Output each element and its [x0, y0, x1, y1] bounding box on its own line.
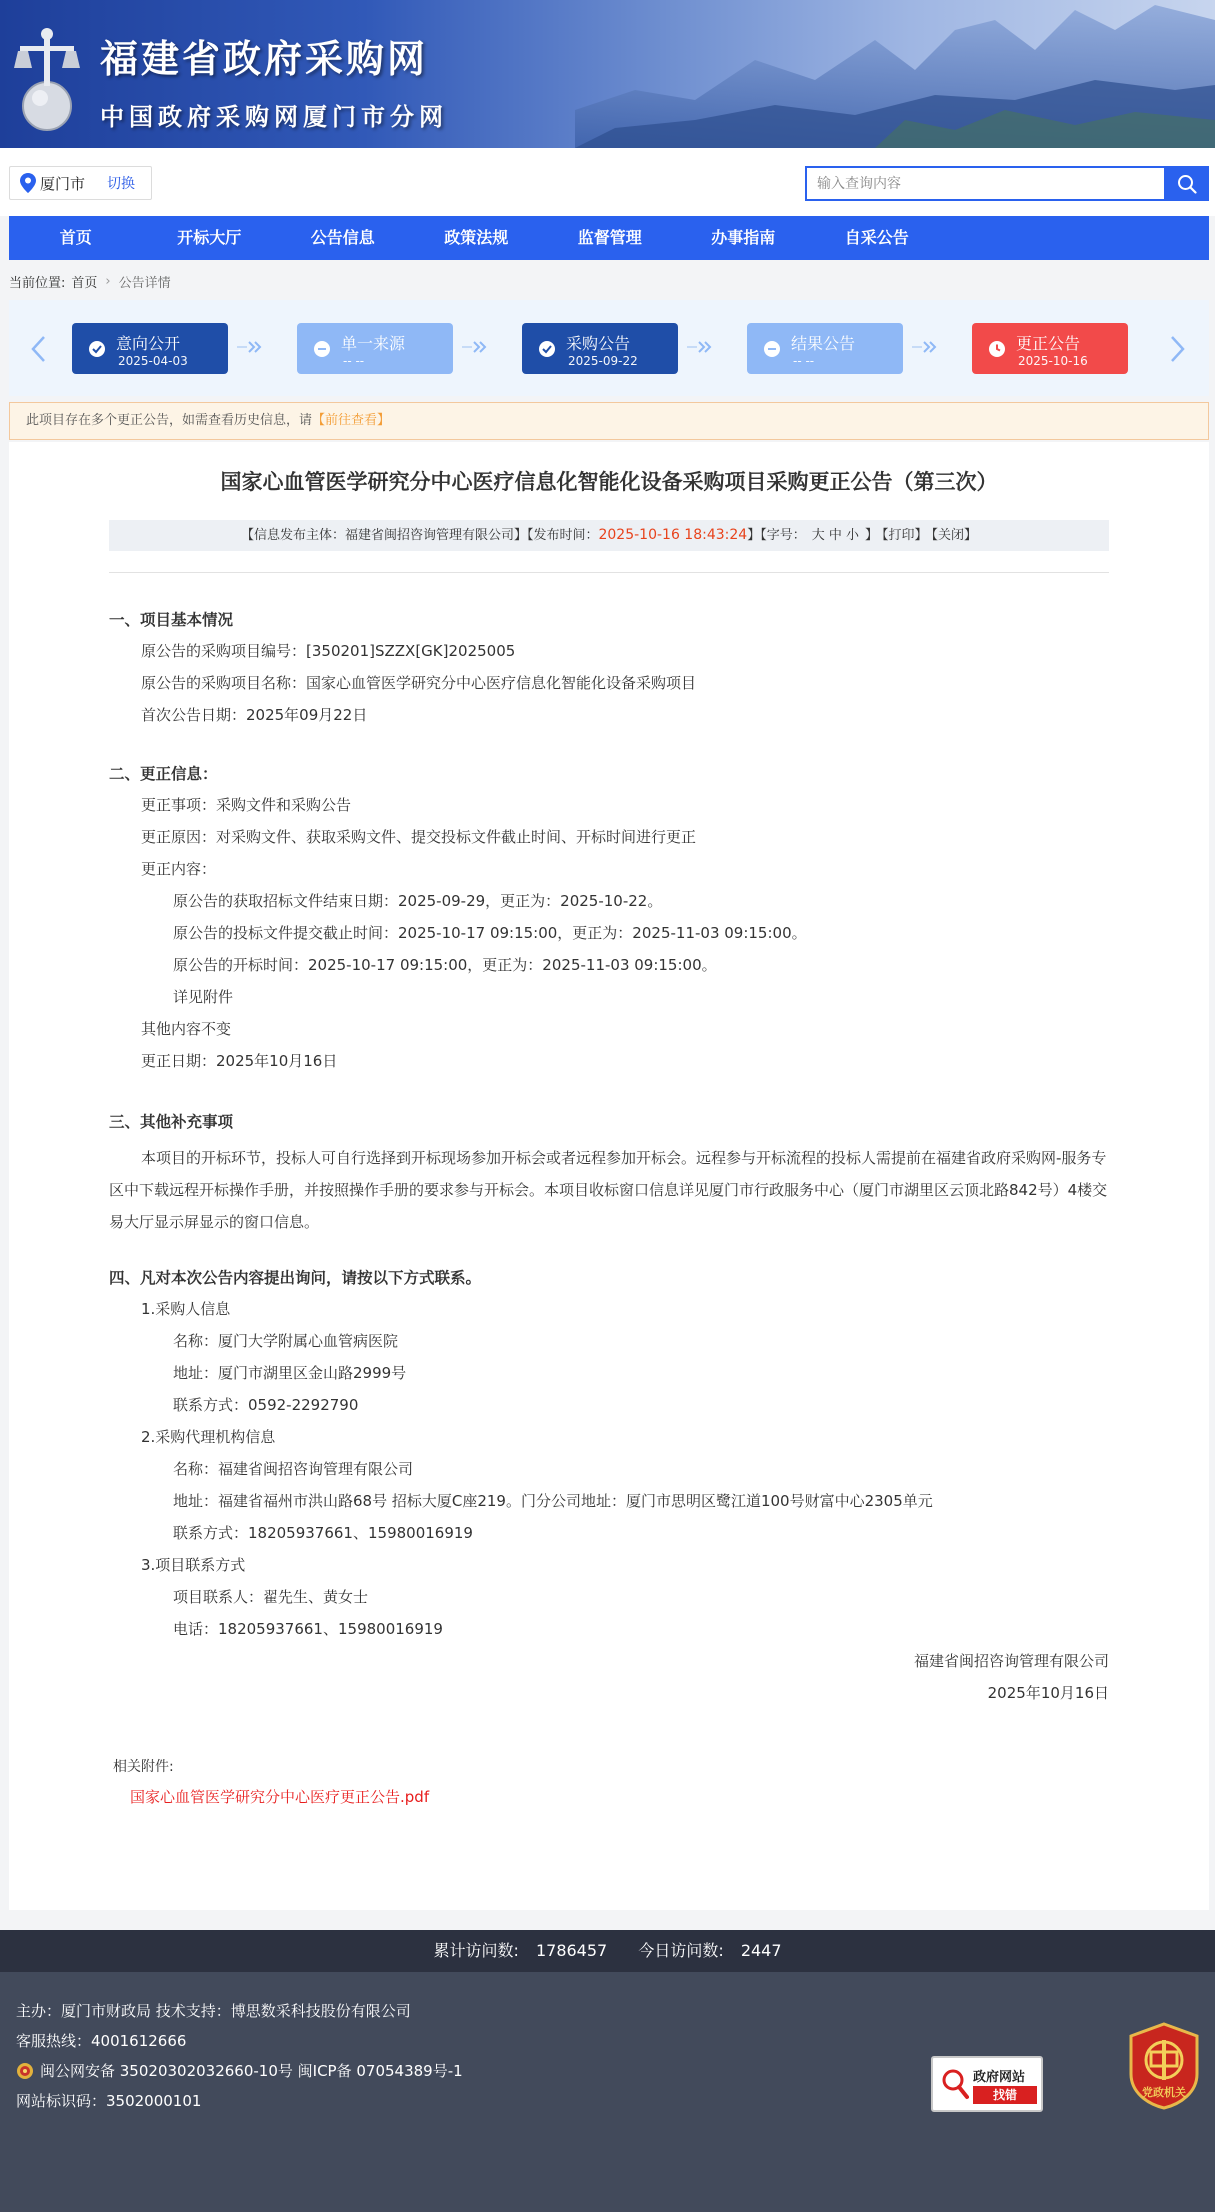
- breadcrumb-current: 公告详情: [118, 276, 171, 291]
- text-line: 更正原因：对采购文件、获取采购文件、提交投标文件截止时间、开标时间进行更正: [141, 828, 697, 846]
- search-icon: [1177, 174, 1197, 194]
- text-line: 地址：福建省福州市洪山路68号 招标大厦C座219。门分公司地址：厦门市思明区鹭江道100号财富中心2305单元: [173, 1492, 933, 1510]
- check-circle-icon: [88, 340, 106, 358]
- site-title: 福建省政府采购网: [100, 36, 429, 81]
- text-line: 名称：厦门大学附属心血管病医院: [173, 1332, 399, 1350]
- contact-group-title: 2.采购代理机构信息: [141, 1428, 276, 1446]
- history-notice: [9, 402, 1209, 440]
- search-button[interactable]: [1164, 166, 1209, 201]
- step-procurement[interactable]: [522, 323, 678, 374]
- party-government-emblem-icon[interactable]: [1127, 2022, 1201, 2110]
- step-label: 意向公开: [116, 334, 181, 353]
- meta-font-label: 【字号：: [760, 528, 806, 543]
- step-date: 2025-09-22: [568, 354, 638, 368]
- text-line: 更正日期：2025年10月16日: [141, 1052, 338, 1070]
- footer: [0, 1972, 1215, 2212]
- breadcrumb-prefix: 当前位置:: [9, 276, 66, 291]
- close-link[interactable]: 【关闭】: [931, 528, 978, 543]
- footer-hotline: 客服热线：4001612666: [16, 2032, 187, 2050]
- text-line: 更正事项：采购文件和采购公告: [141, 796, 352, 814]
- minus-circle-icon: [313, 340, 331, 358]
- step-result[interactable]: [747, 323, 903, 374]
- scales-logo-icon: [12, 24, 82, 132]
- view-history-link[interactable]: 【前往查看】: [312, 413, 391, 428]
- text-line: 原公告的采购项目名称：国家心血管医学研究分中心医疗信息化智能化设备采购项目: [141, 674, 697, 692]
- nav-announcements[interactable]: 公告信息: [310, 228, 375, 247]
- meta-time: 2025-10-16 18:43:24: [598, 527, 748, 543]
- badge-top-text: 政府网站: [973, 2070, 1026, 2085]
- section-heading: 一、项目基本情况: [109, 610, 234, 629]
- record-text[interactable]: 闽公网安备 35020302032660-10号 闽ICP备 07054389号-1: [40, 2062, 463, 2080]
- text-line: 地址：厦门市湖里区金山路2999号: [173, 1364, 407, 1382]
- double-chevron-icon: [912, 340, 940, 354]
- text-line: 原公告的采购项目编号：[350201]SZZX[GK]2025005: [141, 642, 516, 660]
- mountain-background: [575, 0, 1215, 148]
- step-date: -- --: [793, 354, 815, 368]
- meta-publisher: 【信息发布主体：福建省闽招咨询管理有限公司】: [240, 528, 527, 543]
- main-nav: [9, 216, 1209, 260]
- step-label: 结果公告: [791, 334, 856, 353]
- section-heading: 三、其他补充事项: [109, 1112, 234, 1131]
- text-line: 项目联系人：翟先生、黄女士: [173, 1588, 369, 1606]
- signature-org: 福建省闽招咨询管理有限公司: [913, 1652, 1109, 1670]
- meta-time-label: 【发布时间：: [526, 528, 599, 543]
- text-line: 详见附件: [173, 988, 234, 1006]
- city-name: 厦门市: [40, 174, 86, 193]
- nav-supervision[interactable]: 监督管理: [577, 228, 642, 247]
- city-switch-link[interactable]: 切换: [107, 176, 136, 192]
- today-visits-label: 今日访问数:: [638, 1941, 724, 1960]
- magnifier-icon: [941, 2068, 969, 2100]
- step-intent[interactable]: [72, 323, 228, 374]
- breadcrumb: [9, 272, 171, 291]
- header-banner: [0, 0, 1215, 148]
- text-line: 联系方式：18205937661、15980016919: [173, 1524, 473, 1542]
- step-date: -- --: [343, 354, 365, 368]
- attachment-label: 相关附件:: [113, 1759, 174, 1775]
- notice-text: 此项目存在多个更正公告，如需查看历史信息，请: [26, 413, 313, 428]
- footer-record: [16, 2060, 463, 2081]
- search-box: [805, 166, 1209, 201]
- section-heading: 四、凡对本次公告内容提出询问，请按以下方式联系。: [109, 1268, 482, 1287]
- site-subtitle: 中国政府采购网厦门市分网: [100, 103, 448, 131]
- minus-circle-icon: [763, 340, 781, 358]
- meta-font-end: 】: [864, 528, 878, 543]
- gov-error-report-badge[interactable]: [931, 2056, 1043, 2112]
- party-label: 党政机关: [1142, 2086, 1186, 2099]
- text-line: 原公告的获取招标文件结束日期：2025-09-29，更正为：2025-10-22。: [173, 892, 663, 910]
- double-chevron-icon: [462, 340, 490, 354]
- signature-date: 2025年10月16日: [987, 1684, 1109, 1702]
- text-line: 原公告的投标文件提交截止时间：2025-10-17 09:15:00，更正为：2025-11-03 09:15:00。: [173, 924, 807, 942]
- text-line: 联系方式：0592-2292790: [173, 1396, 359, 1414]
- text-line: 名称：福建省闽招咨询管理有限公司: [173, 1460, 414, 1478]
- text-line: 首次公告日期：2025年09月22日: [141, 706, 368, 724]
- check-circle-icon: [538, 340, 556, 358]
- announcement-card: [9, 442, 1209, 1910]
- contact-group-title: 3.项目联系方式: [141, 1556, 246, 1574]
- total-visits-label: 累计访问数:: [433, 1941, 519, 1960]
- chevron-right-icon: ›: [105, 274, 111, 289]
- double-chevron-icon: [237, 340, 265, 354]
- city-selector: [9, 166, 152, 200]
- attachment-link[interactable]: 国家心血管医学研究分中心医疗更正公告.pdf: [130, 1788, 430, 1806]
- clock-icon: [988, 340, 1006, 358]
- text-line: 更正内容：: [141, 860, 217, 878]
- text-line: 原公告的开标时间：2025-10-17 09:15:00，更正为：2025-11-03 09:15:00。: [173, 956, 717, 974]
- step-single-source[interactable]: [297, 323, 453, 374]
- nav-guide[interactable]: 办事指南: [711, 228, 776, 247]
- step-date: 2025-10-16: [1018, 354, 1088, 368]
- announcement-meta: [109, 520, 1109, 551]
- today-visits: 2447: [740, 1941, 782, 1960]
- print-link[interactable]: 【打印】: [882, 528, 928, 543]
- location-pin-icon: [20, 173, 36, 193]
- divider: [109, 572, 1109, 573]
- breadcrumb-home[interactable]: 首页: [71, 276, 98, 291]
- contact-group-title: 1.采购人信息: [141, 1300, 231, 1318]
- step-correction[interactable]: [972, 323, 1128, 374]
- step-label: 更正公告: [1016, 334, 1081, 353]
- font-size-options[interactable]: 大 中 小: [811, 528, 859, 543]
- search-input[interactable]: [805, 166, 1164, 201]
- footer-site-id: 网站标识码：3502000101: [16, 2092, 202, 2110]
- chevron-right-icon[interactable]: [1167, 334, 1187, 364]
- text-line: 电话：18205937661、15980016919: [173, 1620, 443, 1638]
- footer-host: 主办：厦门市财政局 技术支持：博思数采科技股份有限公司: [16, 2002, 411, 2020]
- visit-counter: [0, 1930, 1215, 1972]
- step-label: 单一来源: [341, 334, 406, 353]
- section-heading: 二、更正信息：: [109, 764, 218, 783]
- nav-bid-hall[interactable]: 开标大厅: [177, 228, 242, 247]
- total-visits: 1786457: [535, 1941, 608, 1960]
- supplementary-paragraph: 本项目的开标环节，投标人可自行选择到开标现场参加开标会或者远程参加开标会。远程参与开标流程的投标人需提前在福建省政府采购网-服务专区中下载远程开标操作手册，并按照操作手册的要求参与开标会。本项目收标窗口信息详见厦门市行政服务中心（厦门市湖里区云顶北路842号）4楼交易大厅显示屏显示的窗口信息。: [109, 1149, 1108, 1231]
- chevron-left-icon[interactable]: [29, 334, 49, 364]
- badge-bottom-text: 找错: [973, 2086, 1037, 2104]
- top-bar: [0, 148, 1215, 216]
- step-date: 2025-04-03: [118, 354, 188, 368]
- process-steps: [9, 300, 1209, 396]
- nav-self-procurement[interactable]: 自采公告: [844, 228, 909, 247]
- nav-home[interactable]: 首页: [59, 228, 92, 247]
- step-label: 采购公告: [566, 334, 631, 353]
- meta-time-end: 】: [747, 528, 761, 543]
- text-line: 其他内容不变: [141, 1020, 232, 1038]
- double-chevron-icon: [687, 340, 715, 354]
- nav-policies[interactable]: 政策法规: [444, 228, 509, 247]
- police-badge-icon: [16, 2062, 34, 2080]
- announcement-title: 国家心血管医学研究分中心医疗信息化智能化设备采购项目采购更正公告（第三次）: [220, 470, 998, 494]
